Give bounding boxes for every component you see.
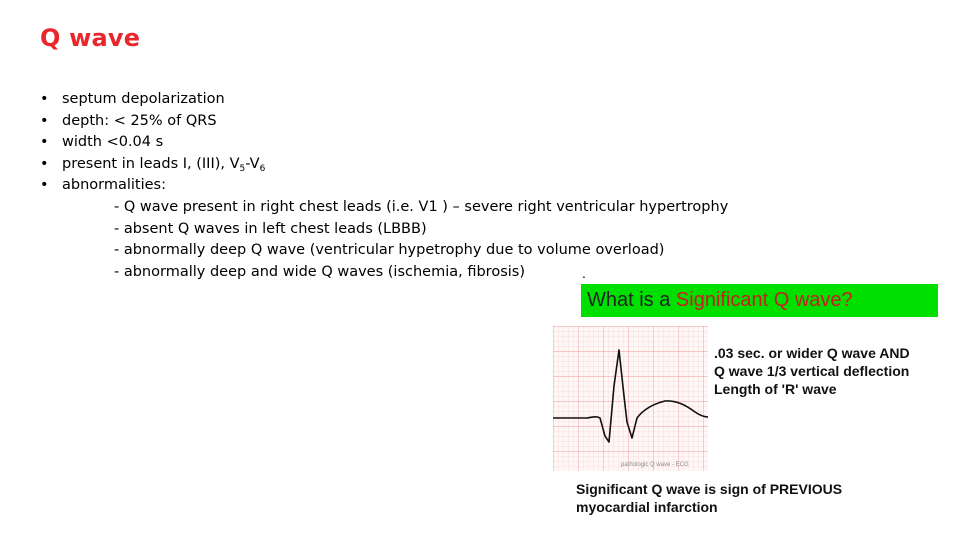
ecg-watermark: pathologic Q wave - ECG [621,462,689,468]
criteria-list [714,344,910,398]
bullet-dot: • [40,91,49,107]
criteria-line: Length of 'R' wave [714,381,837,397]
bullet-list [40,89,265,197]
bullet-dot: • [40,134,49,151]
bullet-text: width <0.04 s [62,134,164,151]
caption-line: Significant Q wave is sign of PREVIOUS [576,481,843,497]
abnormality-item: - abnormally deep Q wave (ventricular hypetrophy due to volume overload) [114,242,665,259]
banner-text-part1: What is a [587,289,676,311]
abnormality-item: - abnormally deep and wide Q waves (ischemia, fibrosis) [114,263,525,280]
caption-line: myocardial infarction [576,499,718,515]
bullet-text-leads-mid: -V [245,155,260,172]
abnormality-item: - Q wave present in right chest leads (i.e. V1 ) – severe right ventricular hypertrophy [114,199,729,215]
criteria-line: Q wave 1/3 vertical deflection [714,363,910,379]
lead-subscript-6: 6 [259,163,266,174]
bullet-text: abnormalities: [62,177,166,194]
bullet-item [40,111,265,133]
bullet-text: septum depolarization [62,91,225,107]
significant-q-wave-figure [553,265,938,518]
bullet-text-leads: present in leads I, (III), V [62,155,240,172]
bullet-item [40,154,265,176]
ecg-strip-image [553,326,708,471]
figure-dot: . [582,265,586,281]
bullet-item [40,132,265,154]
abnormality-item: - absent Q waves in left chest leads (LBBB) [114,220,427,237]
bullet-dot: • [40,155,49,172]
figure-caption [576,480,842,516]
bullet-text: depth: < 25% of QRS [62,112,217,129]
bullet-item [40,89,265,111]
criteria-line: .03 sec. or wider Q wave AND [714,345,910,361]
slide-title: Q wave [40,24,141,52]
banner-text-part2: Significant Q wave? [675,289,853,311]
figure-banner [581,284,938,317]
bullet-item [40,175,265,197]
bullet-dot: • [40,112,49,129]
lead-subscript-5: 5 [239,163,246,174]
bullet-dot: • [40,177,49,194]
